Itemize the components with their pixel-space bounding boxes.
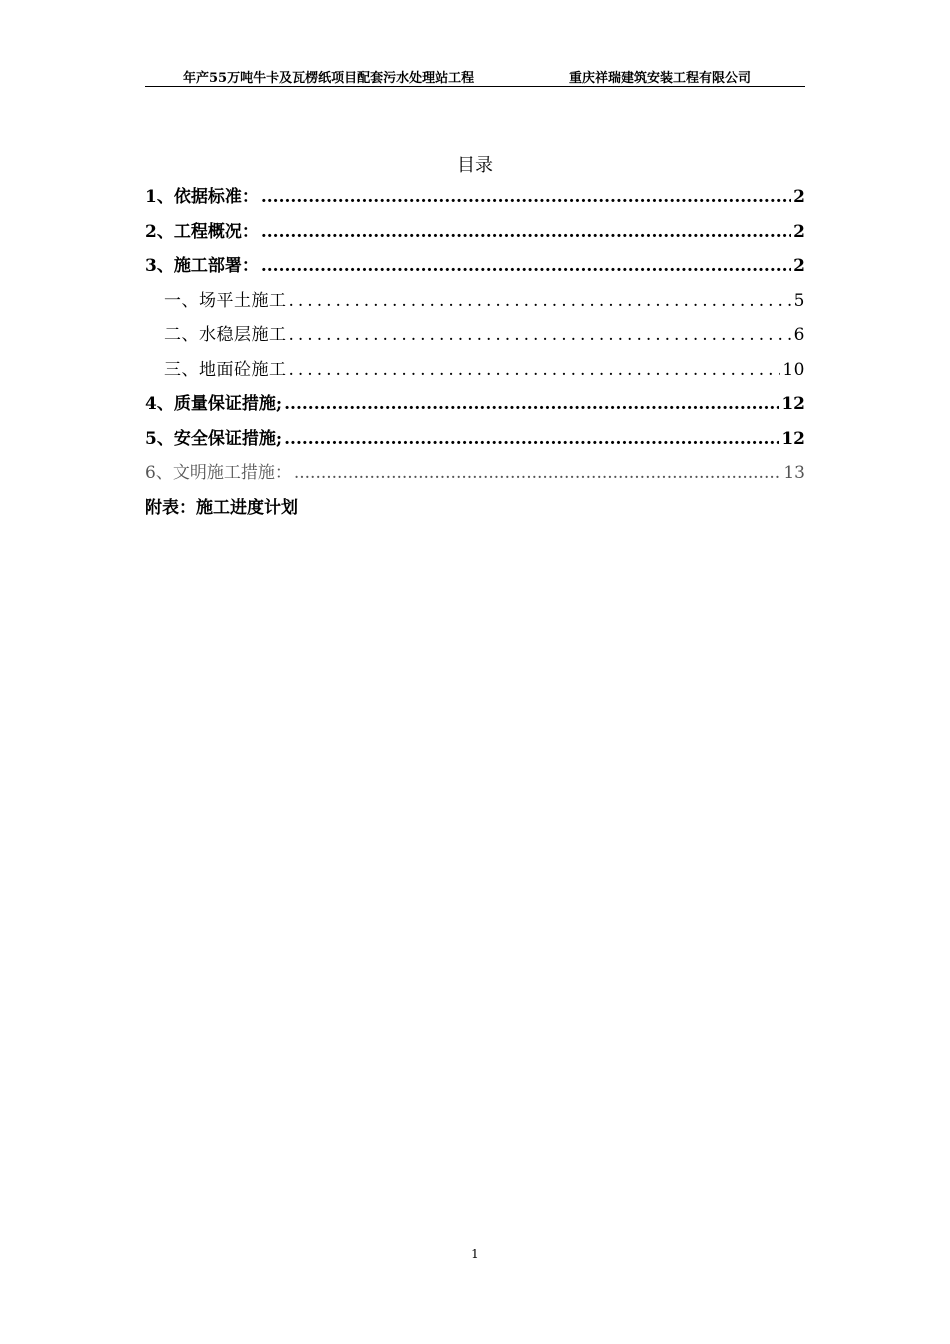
toc-entry-page: 2 <box>793 187 805 207</box>
dot-leader <box>261 184 791 210</box>
toc-entry-label: 5、安全保证措施; <box>145 428 283 449</box>
dot-leader <box>261 253 791 279</box>
toc-title: 目录 <box>457 155 493 176</box>
toc-entry-label: 一、场平土施工 <box>164 290 287 311</box>
toc-entry-label: 6、文明施工措施： <box>145 463 292 483</box>
toc-entry-page: 13 <box>783 463 805 483</box>
dot-leader <box>289 322 792 348</box>
page-number: 1 <box>471 1247 479 1261</box>
toc-entry-label: 3、施工部署： <box>145 256 259 276</box>
toc-entry-ground-concrete[interactable] <box>145 357 805 392</box>
toc-entry-page: 5 <box>793 290 805 311</box>
toc-entry-page: 10 <box>782 359 805 380</box>
toc-entry-site-leveling[interactable] <box>145 288 805 323</box>
header-company-name: 重庆祥瑞建筑安装工程有限公司 <box>569 71 752 86</box>
toc-entry-civilized-construction[interactable] <box>145 460 805 495</box>
toc-entry-label: 附表：施工进度计划 <box>145 497 298 518</box>
dot-leader <box>284 426 779 452</box>
toc-entry-construction-deployment[interactable] <box>145 253 805 288</box>
toc-entry-page: 2 <box>793 221 805 242</box>
toc-entry-label: 4、质量保证措施; <box>145 394 283 414</box>
dot-leader <box>289 288 792 314</box>
toc-entry-page: 12 <box>781 394 805 414</box>
toc-entry-appendix-schedule[interactable] <box>145 495 805 530</box>
toc-entry-project-overview[interactable] <box>145 219 805 254</box>
toc-entry-label: 三、地面砼施工 <box>164 359 287 380</box>
toc-entry-quality-assurance[interactable] <box>145 391 805 426</box>
toc-entry-label: 2、工程概况： <box>145 221 259 242</box>
page-header <box>145 66 805 87</box>
table-of-contents <box>145 184 805 529</box>
toc-entry-stabilized-layer[interactable] <box>145 322 805 357</box>
toc-entry-label: 二、水稳层施工 <box>164 325 287 345</box>
header-project-title: 年产55万吨牛卡及瓦楞纸项目配套污水处理站工程 <box>183 71 475 86</box>
toc-entry-page: 12 <box>781 428 805 449</box>
toc-entry-page: 2 <box>793 256 805 276</box>
dot-leader <box>289 357 781 383</box>
toc-entry-page: 6 <box>793 325 805 345</box>
toc-entry-label: 1、依据标准： <box>145 187 259 207</box>
dot-leader <box>284 391 779 417</box>
dot-leader <box>294 460 782 486</box>
dot-leader <box>261 219 791 245</box>
toc-entry-safety-assurance[interactable] <box>145 426 805 461</box>
toc-entry-basis-standards[interactable] <box>145 184 805 219</box>
